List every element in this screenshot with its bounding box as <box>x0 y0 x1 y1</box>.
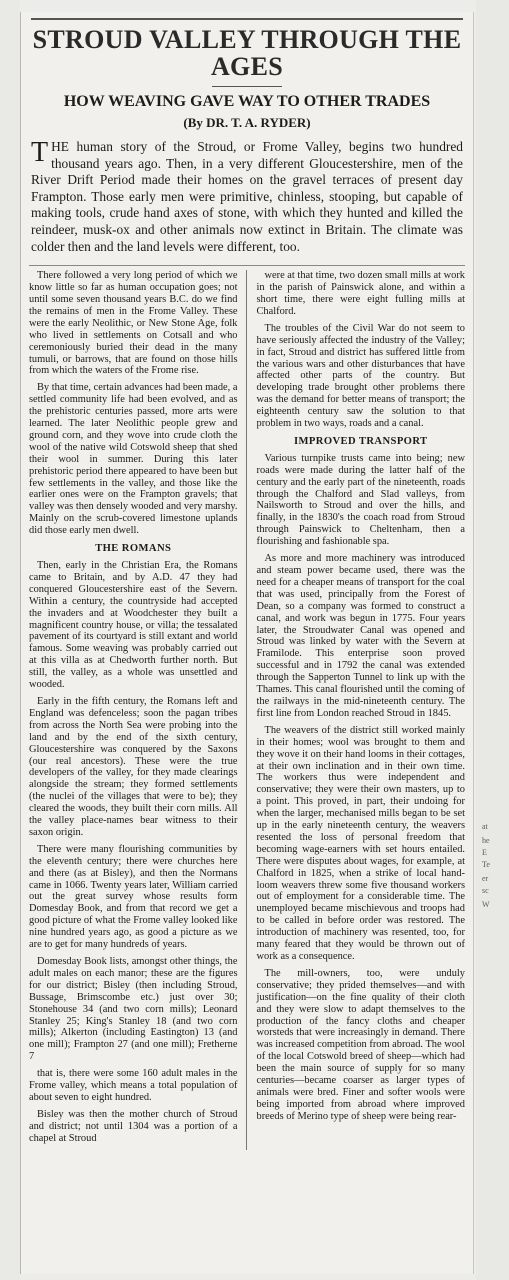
paragraph: were at that time, two dozen small mills at work in the parish of Painswick alone, and within a short time, there were eight fulling mills at Chalford. <box>256 270 465 317</box>
paragraph: that is, there were some 160 adult males in the Frome valley, which means a total population of about seven to eight hundred. <box>29 1068 238 1103</box>
edge-fragment: er <box>482 874 489 883</box>
byline: (By DR. T. A. RYDER) <box>183 115 311 130</box>
left-column <box>29 270 247 1149</box>
lead-paragraph <box>31 139 463 255</box>
section-heading: THE ROMANS <box>95 543 172 555</box>
drop-cap: T <box>31 137 49 168</box>
right-page-edge <box>476 0 509 1280</box>
edge-fragment: sc <box>482 886 489 895</box>
headline: STROUD VALLEY THROUGH THE AGES <box>32 25 462 81</box>
paragraph: The troubles of the Civil War do not seem to have seriously affected the industry of the Valley; in fact, Stroud and district has suffered little from the various wars and other disturbances that have affected other parts of the country. But developing trade brought other problems there was the demand for better means of transport; the eighteenth century saw the solution to that problem in two ways, roads and a canal. <box>256 322 465 430</box>
article-columns <box>29 265 465 1149</box>
paragraph: As more and more machinery was introduced and steam power became used, there was the need for a cheaper means of transport for the coal that was used, principally from the Forest of Dean, so a company was formed to construct a canal, and work was begun in 1775. Four years later, the Stroudwater Canal was opened and Stroud was linked by water with the Severn at Framilode. This enterprise soon proved successful and in 1792 the canal was extended through the Sapperton Tunnel to link up with the Thames. This canal flourished until the coming of the railways in the mid-nineteenth century. The first line from London reached Stroud in 1845. <box>256 553 465 719</box>
lead-text: HE human story of the Stroud, or Frome Valley, begins two hundred thousand years ago. Then, in a very different Gloucestershire, men of the River Drift Period made their homes on the gravel terraces of present day Frampton. Those early men were primitive, chinless, stooping, but capable of making tools, crude hand axes of stone, with which they hunted and killed the reindeer, musk-ox and other animals now extinct in Britain. The climate was colder then and the land levels were different, too. <box>31 139 463 254</box>
paragraph: Then, early in the Christian Era, the Romans came to Britain, and by A.D. 47 they had conquered Gloucestershire east of the Severn. Within a century, the countryside had accepted the invaders and at Woodchester they built a magnificent country house, or villa; the tessalated pavement of its courtyard is still extant and world famous. Some weaving was probably carried out at this villa as at Chedworth further north. But still, the valley, as a whole was unsettled and wooded. <box>29 560 238 691</box>
paragraph: The mill-owners, too, were unduly conservative; they prided themselves—and with justification—on the fine quality of their cloth and they were slow to adapt themselves to the production of the fancy cloths and cheaper worsteds that were increasingly in demand. There was increased competition from abroad. The wool of the local Cotswold breed of sheep—which had been the main source of supply for so many centuries—became coarser as larger types of animals were bred. Finer and softer wools were being imported from abroad where improved breeds of Merino type of sheep were being rear- <box>256 967 465 1122</box>
section-heading: IMPROVED TRANSPORT <box>294 435 428 447</box>
right-column <box>257 270 466 1149</box>
paragraph: Early in the fifth century, the Romans left and England was defenceless; soon the pagan tribes from across the North Sea were probing into the land and by the end of the sixth century, Gloucestershire was conquered by the Saxons (our real ancestors). These were the true developers of the valley, for they made clearings alongside the stream; they formed settlements (the nuclei of the villages that were to be); they cleared the woods, they built their corn mills. All the valley place-names bear witness to their saxon origin. <box>29 695 238 838</box>
newspaper-clipping <box>20 12 474 1274</box>
edge-fragment: W <box>482 900 490 909</box>
left-page-edge <box>0 0 20 1280</box>
top-rule <box>31 18 463 20</box>
paragraph: Bisley was then the mother church of Stroud and district; not until 1304 was a portion of a chapel at Stroud <box>29 1108 238 1144</box>
divider <box>212 86 282 87</box>
paragraph: Domesday Book lists, amongst other things, the adult males on each manor; these are the figures for our district; Bisley (then including Stroud, Bussage, Brimscombe etc.) just over 30; Stonehouse 34 (and two corn mills); Leonard Stanley 25; King's Stanley 18 (and two corn mills); Alkerton (including Eastington) 13 (and one mill); Frampton 27 (and one mill); Fretherne 7 <box>29 956 238 1063</box>
paragraph: The weavers of the district still worked mainly in their homes; wool was brought to them and they wove it on their hand looms in their cottages, at their own inclination and in their own time. The workers thus were independent and conservative; they were their own masters, up to a point. This proved, in part, their undoing for when the larger, mechanised mills began to be set up in the early nineteenth century, the weavers resented the loss of personal freedom that becoming wage-earners with set hours entailed. There were disputes about wages, for example, at Chalford in 1825, when a strike of local hand-loom weavers threw some five thousand workers out of employment for a considerable time. The unemployed became mischievous and troops had to be called in before order was restored. The introduction of machinery was resented, too, for many feared that they would be thrown out of work as a consequence. <box>256 724 465 962</box>
edge-fragment: E <box>482 848 487 857</box>
subheadline: HOW WEAVING GAVE WAY TO OTHER TRADES <box>63 93 431 110</box>
edge-fragment: he <box>482 836 490 845</box>
paragraph: There were many flourishing communities by the eleventh century; there were churches here and there (as at Bisley), and then the Normans came in 1066. Twenty years later, William carried out the great survey whose results form Domesday Book, and from that record we get a good picture of what the Frome valley looked like nine hundred years ago, as good a picture as we are to get for many hundreds of years. <box>29 843 238 951</box>
edge-fragment: at <box>482 822 488 831</box>
edge-fragment: Te <box>482 860 490 869</box>
paragraph: By that time, certain advances had been made, a settled community life had been evolved, and as the prehistoric centuries passed, more arts were learned. The later Neolithic people grew and ground corn, and they wove into crude cloth the wool of the native wild Cotswold sheep that shed their wool in summer. During this later prehistoric period there appeared to have been but few settlements in the valley, and those like the earlier ones were on the Frampton gravels; that valley was then densely wooded and very marshy. Mainly on the scrub-covered limestone uplands did those early men dwell. <box>29 382 238 537</box>
paragraph: Various turnpike trusts came into being; new roads were made during the latter half of the century and the early part of the nineteenth, roads through the Chalford and Slad valleys, from Nailsworth to Stroud and over the hills, and finally, in the 1830's the coach road from Stroud through Painswick to Cheltenham, then a flourishing and fashionable spa. <box>256 452 465 548</box>
paragraph: There followed a very long period of which we know little so far as human occupation goes; not until some seven thousand years B.C. do we find the remains of men in the Frome Valley. These were the early Neolithic, or New Stone Age, folk who lived in settlements on Cotsall and who ceremoniously buried their dead in the many tumuli, or barrows, that are found on those hills from which the waters of the Frome rise. <box>29 270 238 377</box>
